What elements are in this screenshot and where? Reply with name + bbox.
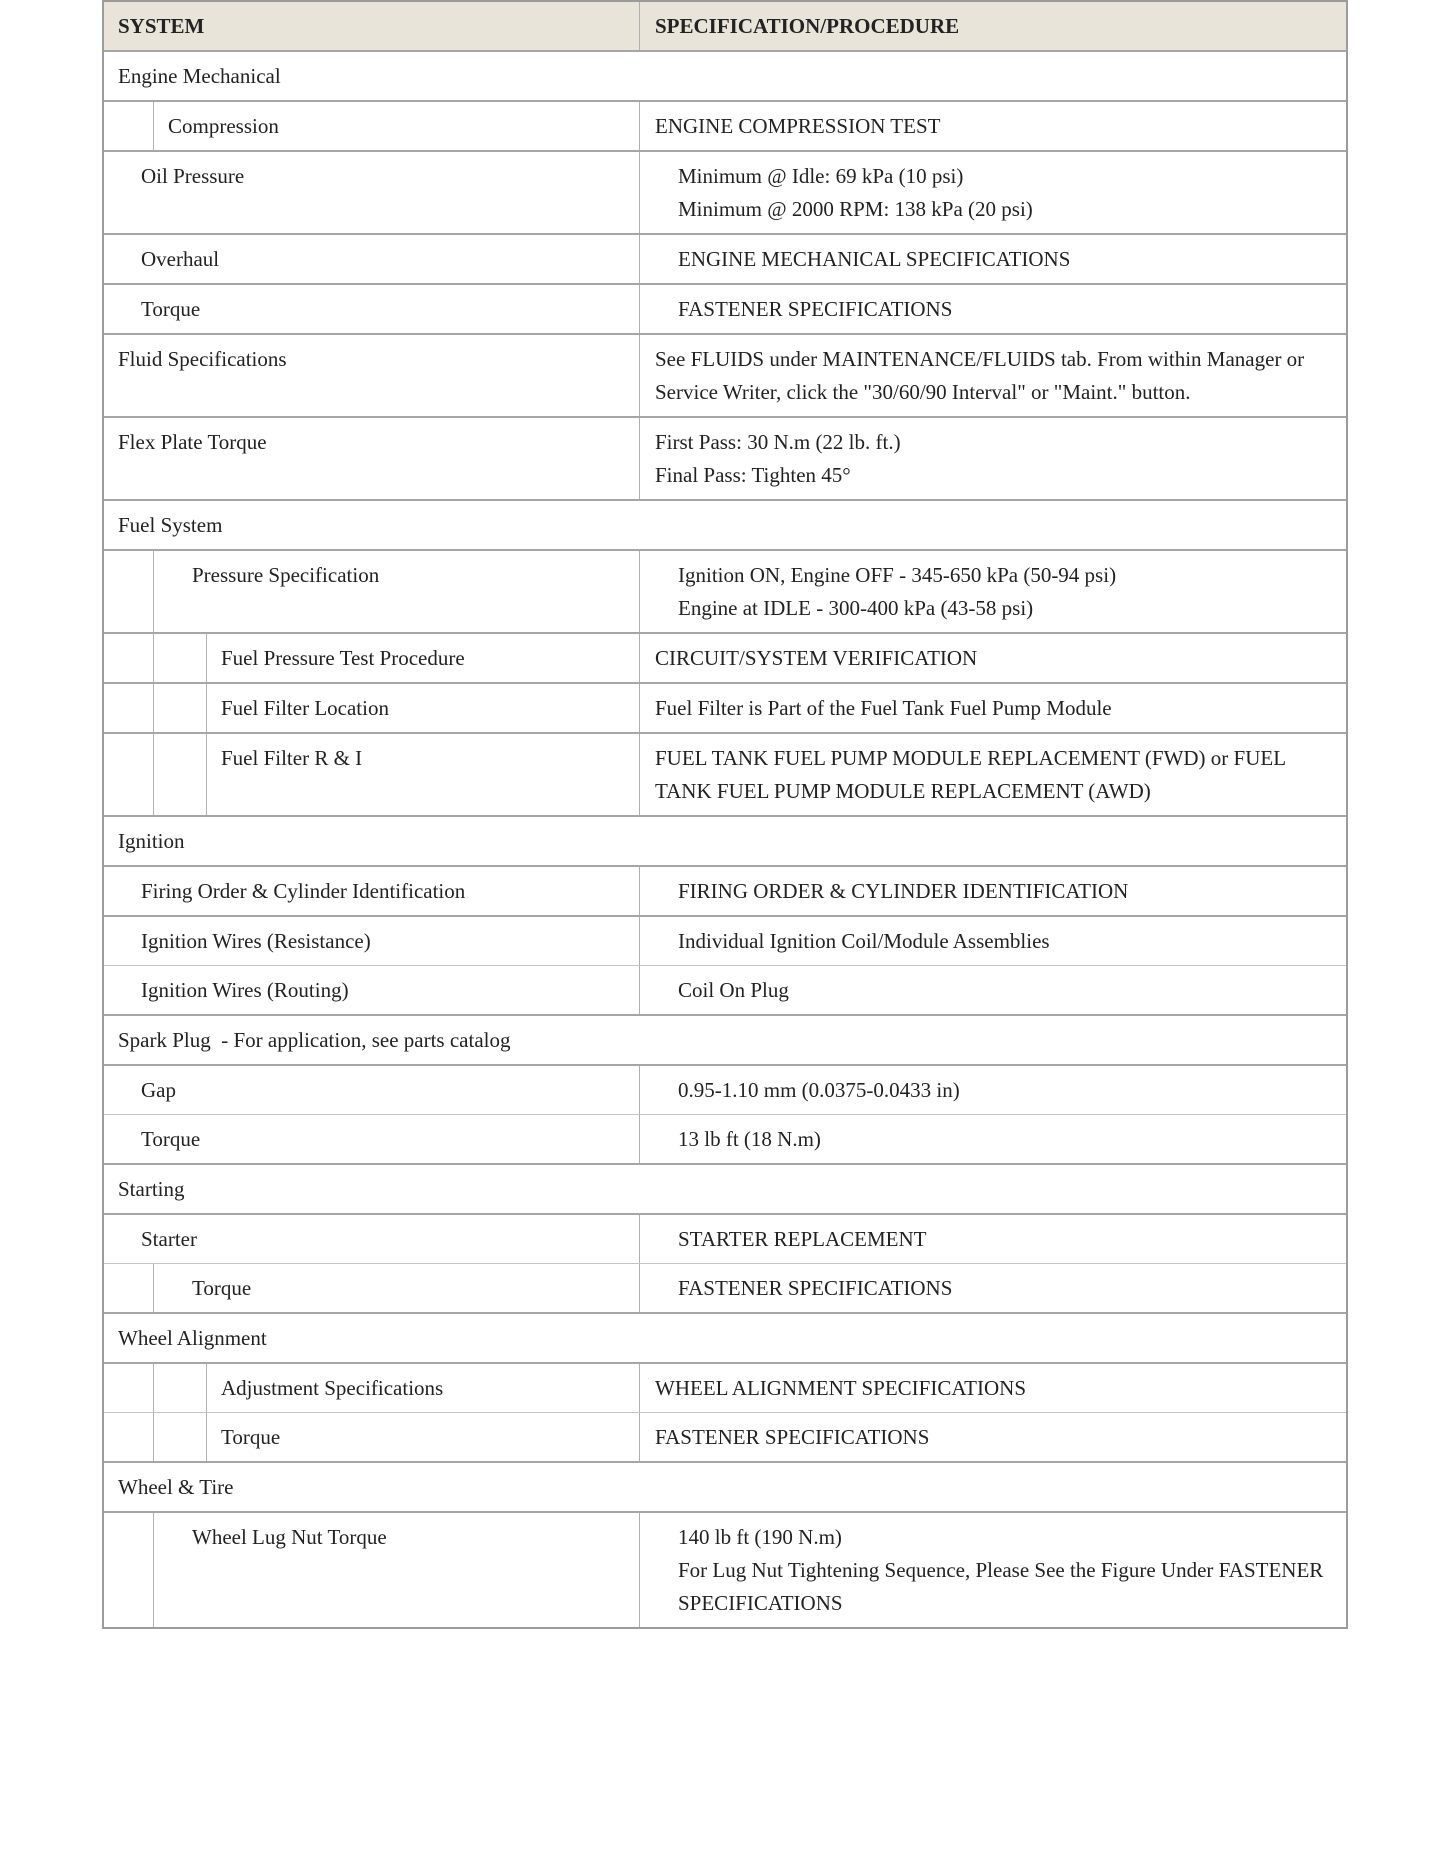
section-starting: Starting	[118, 1177, 185, 1201]
table-row	[104, 150, 1346, 233]
table-row	[104, 1064, 1346, 1114]
section-ignition: Ignition	[118, 829, 185, 853]
row-value: ENGINE MECHANICAL SPECIFICATIONS	[678, 247, 1071, 271]
row-value: ENGINE COMPRESSION TEST	[655, 114, 941, 138]
row-label: Gap	[141, 1078, 176, 1102]
row-label: Compression	[168, 114, 279, 138]
table-row	[104, 1362, 1346, 1412]
section-wheel-alignment: Wheel Alignment	[118, 1326, 267, 1350]
table-row	[104, 549, 1346, 632]
table-row	[104, 682, 1346, 732]
row-label: Firing Order & Cylinder Identification	[141, 879, 466, 903]
row-value-line: 140 lb ft (190 N.m)	[678, 1525, 842, 1549]
header-spec: SPECIFICATION/PROCEDURE	[655, 14, 960, 38]
section-row	[104, 1461, 1346, 1511]
row-value: 0.95-1.10 mm (0.0375-0.0433 in)	[678, 1078, 960, 1102]
section-row	[104, 50, 1346, 100]
row-label: Torque	[141, 297, 201, 321]
row-value-line: First Pass: 30 N.m (22 lb. ft.)	[655, 430, 901, 454]
row-value: Fuel Filter is Part of the Fuel Tank Fuel Pump Module	[655, 696, 1112, 720]
row-value: FASTENER SPECIFICATIONS	[678, 1276, 953, 1300]
row-value: STARTER REPLACEMENT	[678, 1227, 927, 1251]
table-header	[104, 2, 1346, 50]
row-value: Coil On Plug	[678, 978, 789, 1002]
row-value: FIRING ORDER & CYLINDER IDENTIFICATION	[678, 879, 1129, 903]
section-spark-plug: Spark Plug - For application, see parts catalog	[118, 1028, 511, 1052]
row-label: Wheel Lug Nut Torque	[192, 1525, 387, 1549]
table-row	[104, 283, 1346, 333]
table-row	[104, 732, 1346, 815]
row-label: Fuel Filter Location	[221, 696, 389, 720]
row-label: Flex Plate Torque	[118, 430, 267, 454]
table-row	[104, 333, 1346, 416]
row-label: Fuel Pressure Test Procedure	[221, 646, 465, 670]
row-label: Torque	[192, 1276, 252, 1300]
row-value: FASTENER SPECIFICATIONS	[678, 297, 953, 321]
row-value-line: Ignition ON, Engine OFF - 345-650 kPa (50-94 psi)	[678, 563, 1117, 587]
row-value: WHEEL ALIGNMENT SPECIFICATIONS	[655, 1376, 1026, 1400]
table-row	[104, 416, 1346, 499]
row-label: Oil Pressure	[141, 164, 245, 188]
row-value-line: For Lug Nut Tightening Sequence, Please See the Figure Under FASTENER SPECIFICATIONS	[678, 1558, 1324, 1615]
row-label: Fluid Specifications	[118, 347, 287, 371]
table-row	[104, 233, 1346, 283]
row-label: Ignition Wires (Routing)	[141, 978, 349, 1002]
table-row	[104, 1511, 1346, 1627]
table-row	[104, 1114, 1346, 1163]
table-row	[104, 100, 1346, 150]
table-row	[104, 915, 1346, 965]
row-label: Torque	[221, 1425, 281, 1449]
row-value-line: Engine at IDLE - 300-400 kPa (43-58 psi)	[678, 596, 1034, 620]
row-value: See FLUIDS under MAINTENANCE/FLUIDS tab. From within Manager or Service Writer, click the "30/60/90 Interval" or "Maint." button.	[655, 347, 1305, 404]
row-label: Starter	[141, 1227, 197, 1251]
section-row	[104, 499, 1346, 549]
table-row	[104, 1263, 1346, 1312]
spec-table	[102, 0, 1348, 1629]
table-row	[104, 632, 1346, 682]
section-engine-mechanical: Engine Mechanical	[118, 64, 281, 88]
table-row	[104, 1412, 1346, 1461]
header-system: SYSTEM	[118, 14, 205, 38]
row-label: Fuel Filter R & I	[221, 746, 363, 770]
row-value: 13 lb ft (18 N.m)	[678, 1127, 821, 1151]
section-row	[104, 815, 1346, 865]
table-row	[104, 865, 1346, 915]
row-label: Pressure Specification	[192, 563, 380, 587]
row-value: CIRCUIT/SYSTEM VERIFICATION	[655, 646, 978, 670]
row-label: Adjustment Specifications	[221, 1376, 444, 1400]
section-row	[104, 1312, 1346, 1362]
section-row	[104, 1163, 1346, 1213]
table-row	[104, 965, 1346, 1014]
row-value-line: Final Pass: Tighten 45°	[655, 463, 851, 487]
table-row	[104, 1213, 1346, 1263]
row-value: FASTENER SPECIFICATIONS	[655, 1425, 930, 1449]
row-value-line: Minimum @ Idle: 69 kPa (10 psi)	[678, 164, 964, 188]
row-label: Ignition Wires (Resistance)	[141, 929, 371, 953]
section-fuel-system: Fuel System	[118, 513, 223, 537]
section-wheel-tire: Wheel & Tire	[118, 1475, 234, 1499]
row-value: FUEL TANK FUEL PUMP MODULE REPLACEMENT (FWD) or FUEL TANK FUEL PUMP MODULE REPLACEMENT (AWD)	[655, 746, 1286, 803]
row-value: Individual Ignition Coil/Module Assemblies	[678, 929, 1050, 953]
row-label: Torque	[141, 1127, 201, 1151]
section-row	[104, 1014, 1346, 1064]
row-value-line: Minimum @ 2000 RPM: 138 kPa (20 psi)	[678, 197, 1033, 221]
row-label: Overhaul	[141, 247, 220, 271]
